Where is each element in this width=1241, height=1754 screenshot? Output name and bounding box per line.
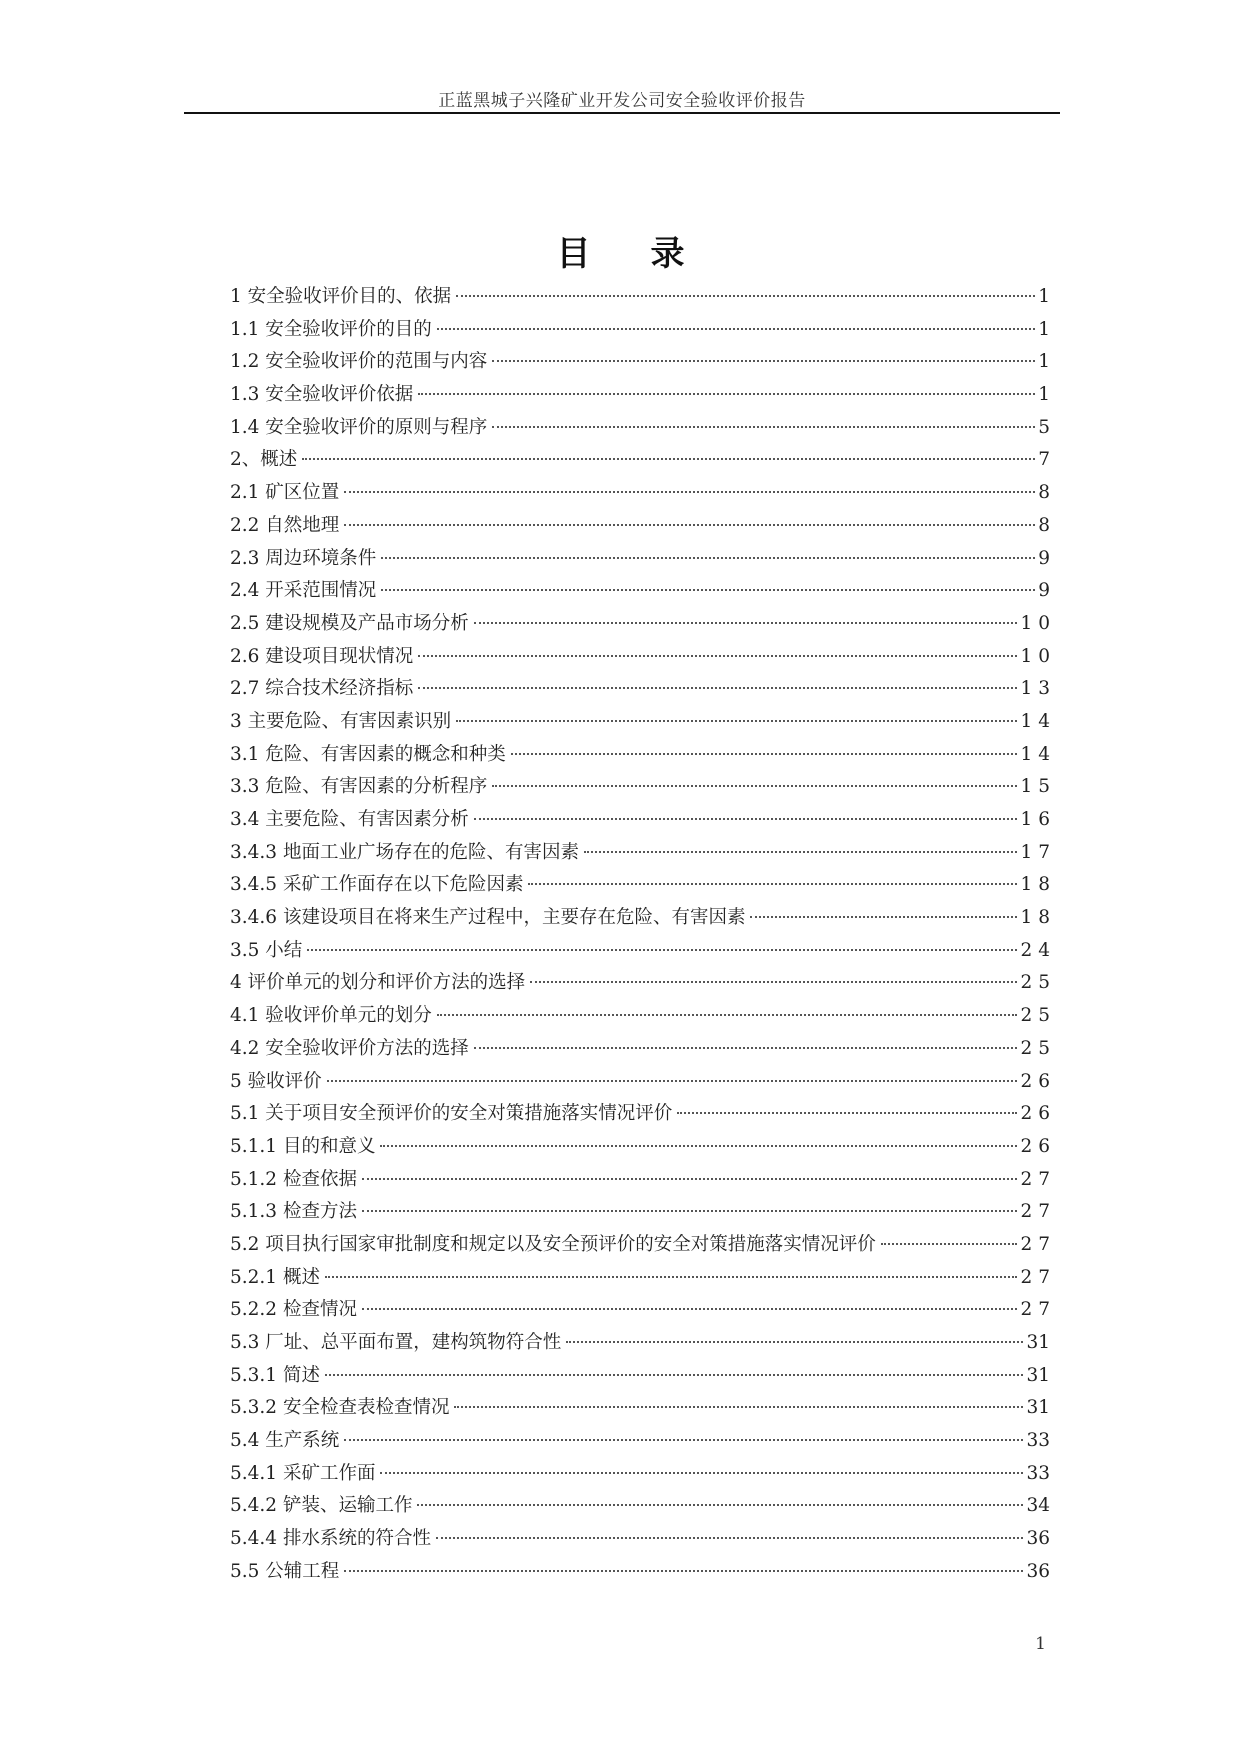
toc-entry[interactable]	[230, 1327, 1050, 1360]
toc-dot-leader	[381, 556, 1035, 559]
running-header: 正蓝黑城子兴隆矿业开发公司安全验收评价报告	[438, 91, 806, 111]
toc-entry-title: 3.1 危险、有害因素的概念和种类	[230, 743, 506, 765]
toc-dot-leader	[344, 1438, 1023, 1441]
toc-entry[interactable]	[230, 706, 1056, 739]
toc-entry-title: 2.6 建设项目现状情况	[230, 645, 414, 667]
toc-dot-leader	[474, 817, 1018, 820]
toc-entry[interactable]	[230, 935, 1056, 968]
toc-entry-title: 5.4.4 排水系统的符合性	[230, 1528, 431, 1550]
toc-entry-page: 7	[1038, 449, 1056, 471]
toc-entry-page: 5	[1038, 416, 1056, 438]
toc-entry[interactable]	[230, 739, 1056, 772]
toc-entry-title: 1.4 安全验收评价的原则与程序	[230, 416, 488, 438]
toc-entry[interactable]	[230, 837, 1056, 870]
toc-dot-leader	[881, 1242, 1018, 1245]
toc-entry-page: 1	[1038, 286, 1056, 307]
toc-entry[interactable]	[230, 1360, 1050, 1393]
toc-entry[interactable]	[230, 1392, 1050, 1425]
toc-entry[interactable]	[230, 477, 1056, 510]
toc-entry-title: 3.4.3 地面工业广场存在的危险、有害因素	[230, 841, 579, 863]
toc-dot-leader	[436, 1536, 1023, 1539]
toc-entry[interactable]	[230, 967, 1056, 1000]
toc-entry-page: 33	[1026, 1462, 1050, 1484]
toc-entry-title: 1.3 安全验收评价依据	[230, 384, 414, 406]
toc-entry-title: 1 安全验收评价目的、依据	[230, 286, 452, 307]
toc-dot-leader	[417, 1503, 1023, 1506]
toc-dot-leader	[456, 294, 1035, 297]
toc-dot-leader	[362, 1209, 1018, 1212]
toc-entry[interactable]	[230, 1229, 1056, 1262]
toc-entry-title: 5.1.3 检查方法	[230, 1201, 357, 1223]
toc-entry-title: 5.1.1 目的和意义	[230, 1135, 376, 1157]
toc-entry-title: 2.4 开采范围情况	[230, 580, 377, 602]
toc-dot-leader	[437, 1013, 1018, 1016]
toc-entry-page: 24	[1020, 939, 1056, 961]
toc-entry-page: 26	[1020, 1135, 1056, 1157]
toc-entry[interactable]	[230, 444, 1056, 477]
toc-entry[interactable]	[230, 412, 1056, 445]
toc-dot-leader	[344, 1569, 1023, 1572]
toc-entry-page: 15	[1020, 776, 1056, 798]
toc-entry-page: 36	[1026, 1560, 1050, 1582]
toc-entry-page: 8	[1038, 514, 1056, 536]
page-number: 1	[1035, 1634, 1046, 1654]
toc-entry-title: 5.1 关于项目安全预评价的安全对策措施落实情况评价	[230, 1103, 673, 1125]
toc-dot-leader	[362, 1307, 1018, 1310]
toc-dot-leader	[381, 588, 1035, 591]
toc-entry[interactable]	[230, 804, 1056, 837]
toc-entry-title: 5.4 生产系统	[230, 1430, 340, 1452]
toc-dot-leader	[454, 1405, 1023, 1408]
toc-entry-page: 8	[1038, 482, 1056, 504]
toc-entry[interactable]	[230, 1033, 1056, 1066]
toc-entry[interactable]	[230, 1458, 1050, 1491]
toc-dot-leader	[677, 1111, 1017, 1114]
toc-entry-page: 1	[1038, 384, 1056, 406]
toc-entry-page: 26	[1020, 1070, 1056, 1092]
toc-dot-leader	[492, 784, 1017, 787]
toc-dot-leader	[474, 621, 1018, 624]
toc-entry-page: 27	[1020, 1266, 1056, 1288]
toc-dot-leader	[327, 1079, 1018, 1082]
toc-entry-page: 9	[1038, 547, 1056, 569]
toc-entry-page: 36	[1026, 1528, 1050, 1550]
toc-entry[interactable]	[230, 1523, 1050, 1556]
toc-entry-page: 27	[1020, 1168, 1056, 1190]
toc-entry-title: 5.5 公辅工程	[230, 1560, 340, 1582]
toc-entry-title: 2.1 矿区位置	[230, 482, 340, 504]
toc-entry-title: 5.3.1 简述	[230, 1364, 320, 1386]
toc-entry[interactable]	[230, 1098, 1056, 1131]
toc-entry-title: 5 验收评价	[230, 1070, 322, 1092]
toc-entry-page: 25	[1020, 1005, 1056, 1027]
toc-entry-page: 26	[1020, 1103, 1056, 1125]
toc-entry-title: 5.2.1 概述	[230, 1266, 320, 1288]
toc-entry-page: 1	[1038, 318, 1056, 340]
toc-title: 目录	[556, 234, 745, 274]
toc-dot-leader	[474, 1046, 1018, 1049]
toc-entry-page: 31	[1026, 1397, 1050, 1419]
toc-entry[interactable]	[230, 1000, 1056, 1033]
toc-dot-leader	[325, 1373, 1024, 1376]
toc-entry-title: 2.2 自然地理	[230, 514, 340, 536]
toc-entry-page: 18	[1020, 907, 1056, 929]
toc-entry-page: 33	[1026, 1430, 1050, 1452]
toc-entry[interactable]	[230, 1164, 1056, 1197]
toc-dot-leader	[530, 980, 1017, 983]
toc-dot-leader	[584, 850, 1017, 853]
toc-dot-leader	[380, 1144, 1017, 1147]
toc-dot-leader	[302, 457, 1035, 460]
toc-entry[interactable]	[230, 1131, 1056, 1164]
toc-dot-leader	[750, 915, 1017, 918]
toc-entry[interactable]	[230, 575, 1056, 608]
toc-entry-title: 2.3 周边环境条件	[230, 547, 377, 569]
toc-entry-page: 14	[1020, 743, 1056, 765]
toc-entry-page: 13	[1020, 678, 1056, 700]
toc-entry-page: 27	[1020, 1201, 1056, 1223]
toc-entry-title: 2.7 综合技术经济指标	[230, 678, 414, 700]
toc-entry-title: 5.4.1 采矿工作面	[230, 1462, 376, 1484]
toc-dot-leader	[528, 882, 1017, 885]
toc-entry-title: 5.3.2 安全检查表检查情况	[230, 1397, 450, 1419]
toc-entry-title: 4.1 验收评价单元的划分	[230, 1005, 432, 1027]
toc-entry-page: 1	[1038, 351, 1056, 373]
toc-entry[interactable]	[230, 314, 1056, 347]
toc-dot-leader	[418, 654, 1017, 657]
toc-entry-title: 3.4.5 采矿工作面存在以下危险因素	[230, 874, 524, 896]
toc-entry-page: 27	[1020, 1233, 1056, 1255]
toc-dot-leader	[456, 719, 1017, 722]
toc-entry-title: 2、概述	[230, 449, 298, 471]
toc-entry[interactable]	[230, 543, 1056, 576]
toc-entry[interactable]	[230, 1556, 1050, 1589]
table-of-contents	[230, 281, 1056, 1589]
toc-entry-title: 1.1 安全验收评价的目的	[230, 318, 432, 340]
toc-entry-title: 3.5 小结	[230, 939, 303, 961]
toc-entry-title: 5.4.2 铲装、运输工作	[230, 1495, 413, 1517]
toc-dot-leader	[566, 1340, 1023, 1343]
toc-entry-title: 4.2 安全验收评价方法的选择	[230, 1037, 469, 1059]
toc-entry[interactable]	[230, 641, 1056, 674]
toc-entry-title: 3.4 主要危险、有害因素分析	[230, 809, 469, 830]
toc-dot-leader	[325, 1275, 1018, 1278]
toc-entry-title: 5.2.2 检查情况	[230, 1299, 357, 1321]
toc-entry-page: 17	[1020, 841, 1056, 863]
toc-dot-leader	[511, 752, 1018, 755]
toc-entry-page: 14	[1020, 710, 1056, 732]
toc-entry[interactable]	[230, 379, 1056, 412]
toc-dot-leader	[492, 359, 1035, 362]
toc-entry-page: 18	[1020, 874, 1056, 896]
header-rule	[184, 112, 1060, 114]
toc-dot-leader	[380, 1471, 1023, 1474]
toc-entry-page: 31	[1026, 1364, 1050, 1386]
toc-entry-page: 16	[1020, 809, 1056, 830]
toc-entry[interactable]	[230, 510, 1056, 543]
toc-entry-page: 9	[1038, 580, 1056, 602]
toc-dot-leader	[418, 392, 1035, 395]
toc-dot-leader	[362, 1177, 1018, 1180]
toc-entry-title: 3.3 危险、有害因素的分析程序	[230, 776, 488, 798]
toc-entry[interactable]	[230, 771, 1056, 804]
toc-entry-page: 31	[1026, 1332, 1050, 1353]
toc-entry[interactable]	[230, 1262, 1056, 1295]
toc-entry-title: 1.2 安全验收评价的范围与内容	[230, 351, 488, 373]
toc-entry[interactable]	[230, 608, 1056, 641]
toc-entry-title: 4 评价单元的划分和评价方法的选择	[230, 972, 526, 994]
toc-entry-page: 25	[1020, 1037, 1056, 1059]
toc-entry-page: 10	[1020, 645, 1056, 667]
toc-entry-title: 5.2 项目执行国家审批制度和规定以及安全预评价的安全对策措施落实情况评价	[230, 1233, 876, 1255]
toc-entry[interactable]	[230, 1066, 1056, 1099]
toc-entry-page: 27	[1020, 1299, 1056, 1321]
toc-entry-title: 3.4.6 该建设项目在将来生产过程中，主要存在危险、有害因素	[230, 907, 746, 929]
toc-entry[interactable]	[230, 902, 1056, 935]
toc-entry-page: 10	[1020, 612, 1056, 634]
toc-entry[interactable]	[230, 1490, 1050, 1523]
toc-dot-leader	[492, 425, 1035, 428]
toc-entry[interactable]	[230, 346, 1056, 379]
toc-entry-title: 3 主要危险、有害因素识别	[230, 710, 452, 732]
toc-dot-leader	[307, 948, 1017, 951]
toc-dot-leader	[437, 327, 1035, 330]
toc-entry[interactable]	[230, 281, 1056, 314]
toc-entry-page: 34	[1026, 1495, 1050, 1517]
toc-entry[interactable]	[230, 1425, 1050, 1458]
toc-entry-title: 2.5 建设规模及产品市场分析	[230, 612, 469, 634]
toc-entry[interactable]	[230, 1294, 1056, 1327]
toc-entry[interactable]	[230, 673, 1056, 706]
toc-dot-leader	[344, 523, 1035, 526]
toc-dot-leader	[344, 490, 1035, 493]
toc-entry-title: 5.1.2 检查依据	[230, 1168, 357, 1190]
toc-entry[interactable]	[230, 1196, 1056, 1229]
toc-dot-leader	[418, 686, 1017, 689]
toc-entry-page: 25	[1020, 972, 1056, 994]
toc-entry[interactable]	[230, 869, 1056, 902]
toc-entry-title: 5.3 厂址、总平面布置，建构筑物符合性	[230, 1332, 562, 1353]
